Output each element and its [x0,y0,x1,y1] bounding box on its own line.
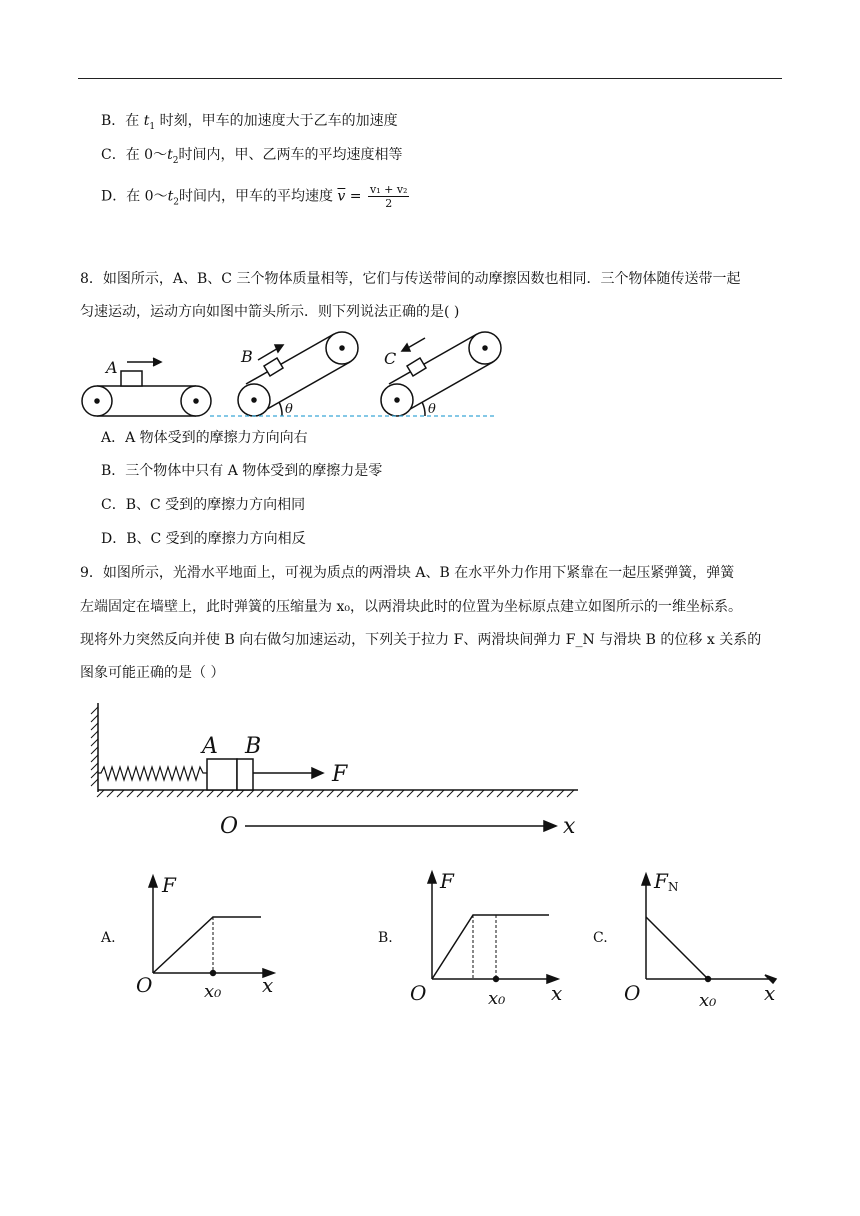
graph-a-origin: O [136,973,153,997]
slider-label-b: B [245,734,262,759]
theta-b: θ [285,402,293,417]
average-velocity-fraction: $\frac{\text{v₁ + v₂}}{2}$ [369,183,408,210]
q9-stem-line4: 图象可能正确的是（ ） [80,665,225,681]
graph-c-ysub: N [668,880,679,894]
graph-a-xlabel: x [262,973,274,997]
q8-option-b: B．三个物体中只有 A 物体受到的摩擦力是零 [101,463,383,479]
graph-b-xlabel: x [551,981,563,1005]
label-a: A [106,358,118,377]
spring [98,767,207,780]
block-a-slider [207,759,237,790]
graph-option-a: A. [101,930,116,946]
q8-option-c: C．B、C 受到的摩擦力方向相同 [101,497,306,513]
q8-option-d: D．B、C 受到的摩擦力方向相反 [101,531,306,547]
graph-b-ylabel: F [440,869,454,893]
graph-c-x0: x₀ [699,990,717,1011]
q9-stem-line1: 9．如图所示，光滑水平地面上，可视为质点的两滑块 A、B 在水平外力作用下紧靠在一起压紧弹簧，弹簧 [80,565,735,581]
q7-option-d: D．在 $0\sim t_2$时间内，甲车的平均速度 $\overline{v}$ = $\frac{\text{v₁ + v₂}}{2}$ [101,183,408,210]
graph-c-ylabel: F [654,869,668,893]
block-c [407,358,426,376]
q9-stem-line3: 现将外力突然反向并使 B 向右做匀加速运动，下列关于拉力 F、两滑块间弹力 F_N 与滑块 B 的位移 x 关系的 [80,632,762,648]
block-b [264,358,283,376]
graph-c-origin: O [624,981,641,1005]
graph-option-c: C. [593,930,608,946]
graph-c-xlabel: x [764,981,776,1005]
theta-c: θ [428,402,436,417]
block-b-slider [237,759,253,790]
q9-stem-line2: 左端固定在墙壁上，此时弹簧的压缩量为 x₀，以两滑块此时的位置为坐标原点建立如图所示的一维坐标系。 [80,599,742,615]
slider-label-a: A [202,734,218,759]
graph-a-ylabel: F [162,873,176,897]
incline-c [381,332,501,416]
q7-option-c: C．在 $0\sim t_2$时间内，甲、乙两车的平均速度相等 [101,147,403,166]
graph-a-x0: x₀ [204,981,222,1002]
graph-b-origin: O [410,981,427,1005]
force-label: F [332,762,348,787]
q8-stem-line2: 匀速运动，运动方向如图中箭头所示．则下列说法正确的是( ) [80,304,460,320]
label-c: C [384,349,397,368]
incline-b [238,332,358,416]
q8-option-a: A．A 物体受到的摩擦力方向向右 [101,430,308,446]
axis-x-label: x [563,814,576,839]
origin-label: O [220,814,239,839]
graph-option-b: B. [378,930,393,946]
q7-option-b: B．在 $t_1$ 时刻，甲车的加速度大于乙车的加速度 [101,113,398,132]
block-a [121,371,142,386]
graph-b-x0: x₀ [488,988,506,1009]
label-b: B [241,347,253,366]
q8-stem-line1: 8．如图所示，A、B、C 三个物体质量相等，它们与传送带间的动摩擦因数也相同．三个物体随传送带一起 [80,271,741,287]
